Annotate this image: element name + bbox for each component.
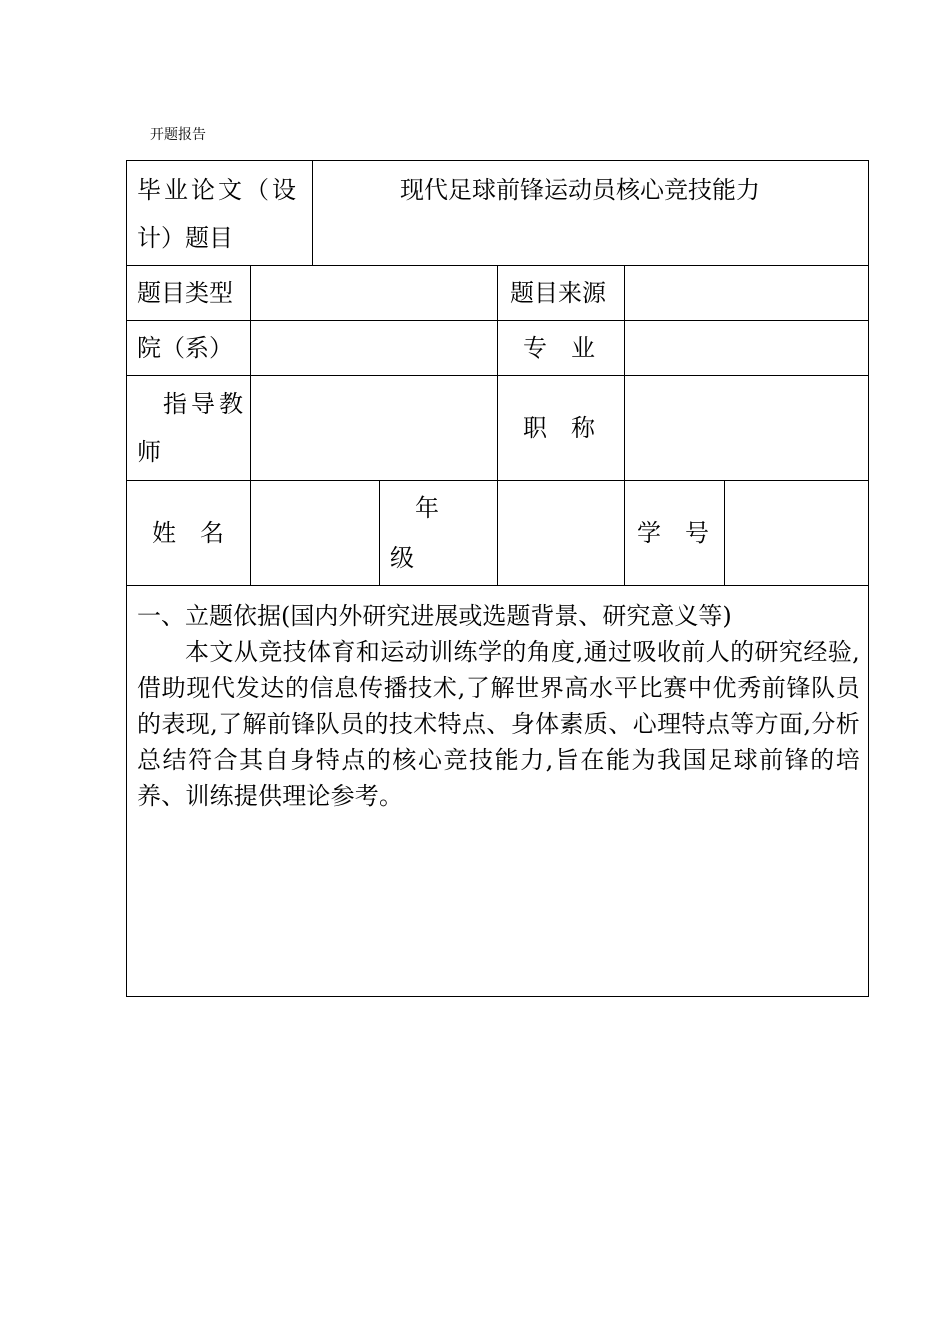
advisor-title-label: 职 称	[523, 414, 595, 442]
topic-type-field[interactable]	[251, 266, 497, 320]
row-divider	[126, 585, 869, 586]
table-border-left	[126, 160, 127, 997]
grade-label-line2: 级	[390, 544, 414, 572]
document-header-label: 开题报告	[150, 127, 206, 143]
topic-source-field[interactable]	[625, 266, 868, 320]
grade-field[interactable]	[498, 481, 624, 585]
advisor-label-line2: 师	[137, 438, 161, 466]
department-field[interactable]	[251, 321, 497, 375]
col-divider	[379, 480, 380, 585]
table-border-right	[868, 160, 869, 997]
name-label: 姓 名	[152, 519, 224, 547]
section-heading: 一、立题依据(国内外研究进展或选题背景、研究意义等)	[137, 602, 732, 630]
grade-label-line1: 年	[415, 494, 439, 522]
major-label: 专 业	[523, 334, 595, 362]
advisor-title-field[interactable]	[625, 376, 868, 480]
research-basis-section	[137, 598, 860, 814]
thesis-title-label-line1: 毕业论文（设	[137, 176, 299, 204]
major-field[interactable]	[625, 321, 868, 375]
table-border-bottom	[126, 996, 869, 997]
advisor-field[interactable]	[251, 376, 497, 480]
name-field[interactable]	[251, 481, 379, 585]
thesis-title-label-line2: 计）题目	[137, 224, 233, 252]
section-body-text: 本文从竞技体育和运动训练学的角度,通过吸收前人的研究经验,借助现代发达的信息传播技术,了解世界高水平比赛中优秀前锋队员的表现,了解前锋队员的技术特点、身体素质、心理特点等方面,分析总结符合其自身特点的核心竞技能力,旨在能为我国足球前锋的培养、训练提供理论参考。	[137, 638, 860, 810]
topic-type-label: 题目类型	[137, 279, 233, 307]
department-label: 院（系）	[137, 334, 233, 362]
advisor-label-line1: 指导教	[163, 390, 247, 418]
thesis-title-value: 现代足球前锋运动员核心竞技能力	[400, 176, 760, 204]
table-border-top	[126, 160, 869, 161]
col-divider	[312, 160, 313, 265]
student-id-label: 学 号	[637, 519, 709, 547]
student-id-field[interactable]	[725, 481, 868, 585]
topic-source-label: 题目来源	[510, 279, 606, 307]
